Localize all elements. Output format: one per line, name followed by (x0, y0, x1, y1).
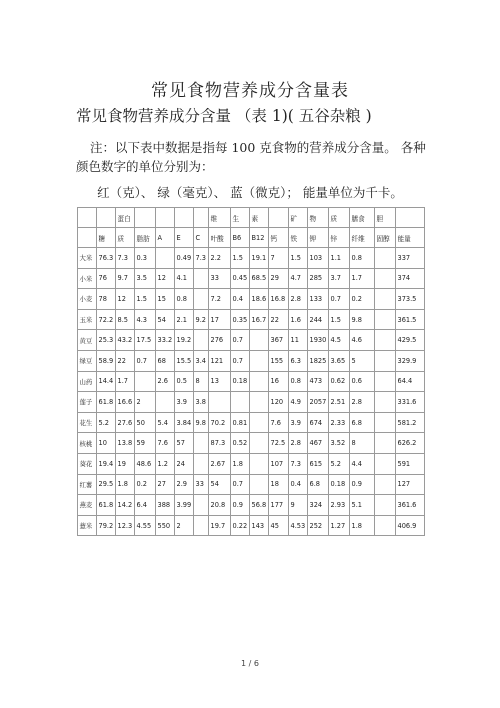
food-name-cell: 大米 (78, 248, 97, 269)
table-cell: 61.8 (97, 392, 116, 413)
table-cell: 0.2 (135, 474, 156, 495)
table-row (78, 268, 425, 289)
table-cell: 374 (396, 268, 425, 289)
units-legend: 红（克）、 绿（毫克）、 蓝（微克）； 能量单位为千卡。 (97, 185, 403, 200)
table-cell: 56.8 (250, 495, 269, 516)
table-cell: 13.8 (116, 433, 135, 454)
table-cell: 0.45 (231, 268, 250, 289)
table-cell: 2 (135, 392, 156, 413)
table-cell: 1825 (308, 350, 329, 371)
table-cell: 361.6 (396, 495, 425, 516)
table-cell (250, 392, 269, 413)
table-cell: 2.67 (209, 453, 231, 474)
table-cell: 22 (116, 350, 135, 371)
header-cell-vitamin-2: 生 (231, 208, 250, 228)
column-header: 质 (116, 228, 135, 248)
table-cell: 388 (156, 495, 175, 516)
table-cell: 0.62 (329, 371, 350, 392)
food-name-cell: 燕麦 (78, 495, 97, 516)
table-cell: 0.7 (231, 330, 250, 351)
header-cell-mineral-3: 质 (329, 208, 350, 228)
table-cell: 0.7 (231, 474, 250, 495)
table-cell: 2.8 (350, 392, 375, 413)
table-cell: 4.9 (289, 392, 308, 413)
table-cell (375, 248, 396, 269)
table-cell: 16 (269, 371, 289, 392)
table-cell: 15 (156, 289, 175, 310)
table-cell: 1930 (308, 330, 329, 351)
table-cell: 2.33 (329, 412, 350, 433)
table-cell: 1.1 (329, 248, 350, 269)
table-cell (375, 433, 396, 454)
table-cell: 25.3 (97, 330, 116, 351)
table-cell: 2.1 (175, 309, 194, 330)
table-cell (250, 350, 269, 371)
column-header: 能量 (396, 228, 425, 248)
table-cell: 0.49 (175, 248, 194, 269)
table-cell: 33 (194, 474, 209, 495)
table-cell: 0.4 (289, 474, 308, 495)
table-cell: 3.8 (194, 392, 209, 413)
table-cell: 3.84 (175, 412, 194, 433)
food-name-cell: 黄豆 (78, 330, 97, 351)
food-name-cell: 玉米 (78, 309, 97, 330)
table-cell: 7.2 (209, 289, 231, 310)
table-cell (156, 392, 175, 413)
table-cell: 467 (308, 433, 329, 454)
table-cell: 50 (135, 412, 156, 433)
table-cell (194, 289, 209, 310)
table-cell: 16.8 (269, 289, 289, 310)
table-cell: 1.5 (329, 309, 350, 330)
table-cell: 7.3 (289, 453, 308, 474)
table-cell: 361.5 (396, 309, 425, 330)
table-cell: 19 (116, 453, 135, 474)
table-cell: 4.53 (289, 515, 308, 536)
table-cell: 54 (156, 309, 175, 330)
table-cell (375, 515, 396, 536)
column-header: 糖 (97, 228, 116, 248)
table-cell: 72.5 (269, 433, 289, 454)
table-cell: 2 (175, 515, 194, 536)
table-row (78, 495, 425, 516)
table-cell: 18 (269, 474, 289, 495)
table-cell: 0.6 (350, 371, 375, 392)
table-cell: 0.2 (350, 289, 375, 310)
table-cell (250, 330, 269, 351)
column-header: 钙 (269, 228, 289, 248)
table-cell: 3.65 (329, 350, 350, 371)
table-cell: 373.5 (396, 289, 425, 310)
table-row (78, 371, 425, 392)
table-cell: 1.5 (135, 289, 156, 310)
table-cell (250, 474, 269, 495)
column-header: B6 (231, 228, 250, 248)
table-cell: 9 (289, 495, 308, 516)
table-cell: 29.5 (97, 474, 116, 495)
header-cell (78, 208, 97, 228)
table-row (78, 330, 425, 351)
table-cell: 8 (350, 433, 375, 454)
table-cell: 33.2 (156, 330, 175, 351)
table-cell: 3.99 (175, 495, 194, 516)
table-cell: 4.3 (135, 309, 156, 330)
table-cell: 2.51 (329, 392, 350, 413)
table-cell: 29 (269, 268, 289, 289)
food-name-cell: 小麦 (78, 289, 97, 310)
table-cell (194, 433, 209, 454)
column-header: C (194, 228, 209, 248)
table-cell: 3.7 (329, 268, 350, 289)
table-cell: 10 (97, 433, 116, 454)
table-cell: 4.5 (329, 330, 350, 351)
table-cell: 0.35 (231, 309, 250, 330)
table-cell: 1.2 (156, 453, 175, 474)
table-cell: 143 (250, 515, 269, 536)
table-cell (375, 268, 396, 289)
table-cell (250, 433, 269, 454)
table-cell: 0.7 (135, 350, 156, 371)
table-cell: 1.5 (231, 248, 250, 269)
table-row (78, 515, 425, 536)
table-row (78, 453, 425, 474)
table-cell: 121 (209, 350, 231, 371)
table-cell (194, 495, 209, 516)
table-cell: 8 (194, 371, 209, 392)
table-cell: 45 (269, 515, 289, 536)
table-cell: 0.81 (231, 412, 250, 433)
table-cell: 54 (209, 474, 231, 495)
table-cell: 1.6 (289, 309, 308, 330)
table-cell (156, 248, 175, 269)
table-cell: 0.8 (175, 289, 194, 310)
table-cell: 24 (175, 453, 194, 474)
table-cell: 0.8 (350, 248, 375, 269)
table-cell: 0.5 (175, 371, 194, 392)
header-cell (194, 208, 209, 228)
table-cell: 2.9 (175, 474, 194, 495)
table-cell: 11 (289, 330, 308, 351)
table-cell: 103 (308, 248, 329, 269)
table-subtitle: 常见食物营养成分含量 （表 1)( 五谷杂粮 ) (76, 107, 372, 125)
table-cell: 0.9 (231, 495, 250, 516)
table-cell: 7 (269, 248, 289, 269)
table-cell: 2.2 (209, 248, 231, 269)
table-cell: 591 (396, 453, 425, 474)
food-name-cell: 葵花 (78, 453, 97, 474)
page-number: 1 / 6 (241, 659, 259, 668)
table-cell: 48.6 (135, 453, 156, 474)
table-cell (375, 350, 396, 371)
table-cell: 0.22 (231, 515, 250, 536)
table-cell: 13 (209, 371, 231, 392)
table-cell: 155 (269, 350, 289, 371)
table-cell: 473 (308, 371, 329, 392)
table-row (78, 309, 425, 330)
table-row (78, 248, 425, 269)
table-cell: 6.8 (308, 474, 329, 495)
table-cell: 177 (269, 495, 289, 516)
table-cell: 581.2 (396, 412, 425, 433)
table-cell: 33 (209, 268, 231, 289)
table-cell: 14.2 (116, 495, 135, 516)
header-cell (269, 208, 289, 228)
table-cell: 337 (396, 248, 425, 269)
header-cell-cholesterol: 胆 (375, 208, 396, 228)
table-cell: 0.8 (289, 371, 308, 392)
table-cell: 4.4 (350, 453, 375, 474)
table-cell: 9.8 (350, 309, 375, 330)
table-cell: 0.7 (329, 289, 350, 310)
table-cell: 5.2 (329, 453, 350, 474)
table-cell: 12 (156, 268, 175, 289)
table-cell (375, 412, 396, 433)
table-cell: 324 (308, 495, 329, 516)
food-name-cell: 绿豆 (78, 350, 97, 371)
table-cell: 3.4 (194, 350, 209, 371)
table-row (78, 350, 425, 371)
table-cell: 3.9 (175, 392, 194, 413)
column-header: 叶酸 (209, 228, 231, 248)
table-cell: 1.8 (231, 453, 250, 474)
table-cell: 0.18 (329, 474, 350, 495)
table-cell: 7.6 (156, 433, 175, 454)
table-cell: 5 (350, 350, 375, 371)
table-cell: 9.8 (194, 412, 209, 433)
table-cell (375, 495, 396, 516)
table-cell: 331.6 (396, 392, 425, 413)
table-cell: 14.4 (97, 371, 116, 392)
table-cell: 76 (97, 268, 116, 289)
table-group-header-row (78, 208, 425, 228)
table-cell: 17 (209, 309, 231, 330)
table-cell: 107 (269, 453, 289, 474)
table-cell: 20.8 (209, 495, 231, 516)
table-cell: 9.2 (194, 309, 209, 330)
header-cell-vitamin-1: 维 (209, 208, 231, 228)
table-cell (135, 371, 156, 392)
table-note: 注：以下表中数据是指每 100 克食物的营养成分含量。 各种颜色数字的单位分别为： (76, 140, 426, 174)
header-cell-protein: 蛋白 (116, 208, 135, 228)
table-cell: 1.7 (116, 371, 135, 392)
table-cell: 70.2 (209, 412, 231, 433)
table-row (78, 412, 425, 433)
table-cell (250, 371, 269, 392)
food-name-cell: 核桃 (78, 433, 97, 454)
food-name-cell: 薏米 (78, 515, 97, 536)
table-cell: 57 (175, 433, 194, 454)
table-cell: 1.5 (289, 248, 308, 269)
table-cell: 9.7 (116, 268, 135, 289)
food-name-cell: 小米 (78, 268, 97, 289)
table-cell: 615 (308, 453, 329, 474)
table-cell: 120 (269, 392, 289, 413)
table-cell: 7.3 (194, 248, 209, 269)
table-cell: 2.6 (156, 371, 175, 392)
table-cell: 367 (269, 330, 289, 351)
table-cell: 0.52 (231, 433, 250, 454)
table-cell: 133 (308, 289, 329, 310)
table-cell (375, 453, 396, 474)
table-cell (375, 289, 396, 310)
table-cell (194, 330, 209, 351)
table-cell: 3.9 (289, 412, 308, 433)
table-cell: 19.1 (250, 248, 269, 269)
column-header: 铁 (289, 228, 308, 248)
table-cell: 674 (308, 412, 329, 433)
table-cell: 7.3 (116, 248, 135, 269)
table-cell (194, 268, 209, 289)
table-column-header-row (78, 228, 425, 248)
table-cell (194, 453, 209, 474)
table-cell: 5.4 (156, 412, 175, 433)
table-cell: 78 (97, 289, 116, 310)
table-cell: 0.7 (231, 350, 250, 371)
header-cell (396, 208, 425, 228)
table-cell: 1.27 (329, 515, 350, 536)
table-cell: 19.7 (209, 515, 231, 536)
table-cell: 2.93 (329, 495, 350, 516)
table-row (78, 289, 425, 310)
table-cell: 0.3 (135, 248, 156, 269)
table-cell: 6.3 (289, 350, 308, 371)
column-header: B12 (250, 228, 269, 248)
table-cell: 4.6 (350, 330, 375, 351)
table-cell: 244 (308, 309, 329, 330)
table-cell: 58.9 (97, 350, 116, 371)
table-cell: 16.7 (250, 309, 269, 330)
table-cell: 285 (308, 268, 329, 289)
table-cell: 429.5 (396, 330, 425, 351)
table-cell (375, 474, 396, 495)
table-cell (194, 515, 209, 536)
column-header: A (156, 228, 175, 248)
table-row (78, 392, 425, 413)
table-cell: 1.8 (350, 515, 375, 536)
header-cell-mineral-1: 矿 (289, 208, 308, 228)
table-cell: 252 (308, 515, 329, 536)
column-header: 纤维 (350, 228, 375, 248)
table-cell: 17.5 (135, 330, 156, 351)
header-cell-fiber: 膳食 (350, 208, 375, 228)
header-cell (97, 208, 116, 228)
table-cell (375, 330, 396, 351)
table-cell: 4.55 (135, 515, 156, 536)
table-cell (375, 371, 396, 392)
header-cell-mineral-2: 物 (308, 208, 329, 228)
table-cell: 68.5 (250, 268, 269, 289)
table-cell: 5.1 (350, 495, 375, 516)
table-cell: 12 (116, 289, 135, 310)
table-cell: 3.5 (135, 268, 156, 289)
table-cell: 0.18 (231, 371, 250, 392)
table-body (78, 248, 425, 536)
food-name-cell: 红薯 (78, 474, 97, 495)
column-header: 脂肪 (135, 228, 156, 248)
table-cell: 43.2 (116, 330, 135, 351)
header-cell (135, 208, 156, 228)
table-cell: 68 (156, 350, 175, 371)
food-name-cell: 山药 (78, 371, 97, 392)
table-cell (250, 453, 269, 474)
table-row (78, 474, 425, 495)
table-cell: 276 (209, 330, 231, 351)
table-cell (375, 309, 396, 330)
table-cell: 1.8 (116, 474, 135, 495)
table-cell: 76.3 (97, 248, 116, 269)
table-cell: 550 (156, 515, 175, 536)
table-cell: 72.2 (97, 309, 116, 330)
table-cell: 61.8 (97, 495, 116, 516)
table-cell: 626.2 (396, 433, 425, 454)
table-cell: 19.2 (175, 330, 194, 351)
header-cell (78, 228, 97, 248)
table-cell: 22 (269, 309, 289, 330)
header-cell-vitamin-3: 素 (250, 208, 269, 228)
nutrition-table (77, 207, 425, 536)
table-cell: 406.9 (396, 515, 425, 536)
document-title: 常见食物营养成分含量表 (151, 81, 349, 101)
food-name-cell: 花生 (78, 412, 97, 433)
table-cell: 2.8 (289, 289, 308, 310)
table-cell: 8.5 (116, 309, 135, 330)
table-cell (375, 392, 396, 413)
table-cell: 12.3 (116, 515, 135, 536)
table-cell: 329.9 (396, 350, 425, 371)
table-cell: 18.6 (250, 289, 269, 310)
table-cell: 3.52 (329, 433, 350, 454)
table-cell: 2.8 (289, 433, 308, 454)
column-header: 钾 (308, 228, 329, 248)
table-cell (231, 392, 250, 413)
table-cell: 4.7 (289, 268, 308, 289)
table-cell: 15.5 (175, 350, 194, 371)
table-cell: 0.9 (350, 474, 375, 495)
table-cell (250, 412, 269, 433)
table-cell: 0.4 (231, 289, 250, 310)
table-cell: 87.3 (209, 433, 231, 454)
table-cell: 2057 (308, 392, 329, 413)
table-cell: 27.6 (116, 412, 135, 433)
table-cell: 16.6 (116, 392, 135, 413)
header-cell (175, 208, 194, 228)
table-row (78, 433, 425, 454)
food-name-cell: 莲子 (78, 392, 97, 413)
table-cell: 4.1 (175, 268, 194, 289)
table-cell: 27 (156, 474, 175, 495)
header-cell (156, 208, 175, 228)
table-cell: 127 (396, 474, 425, 495)
table-cell: 7.6 (269, 412, 289, 433)
column-header: E (175, 228, 194, 248)
table-cell: 79.2 (97, 515, 116, 536)
table-cell: 19.4 (97, 453, 116, 474)
table-cell: 1.7 (350, 268, 375, 289)
table-cell: 5.2 (97, 412, 116, 433)
column-header: 锌 (329, 228, 350, 248)
table-cell: 6.4 (135, 495, 156, 516)
table-cell: 59 (135, 433, 156, 454)
column-header: 固醇 (375, 228, 396, 248)
table-cell: 6.8 (350, 412, 375, 433)
table-cell (209, 392, 231, 413)
table-cell: 64.4 (396, 371, 425, 392)
